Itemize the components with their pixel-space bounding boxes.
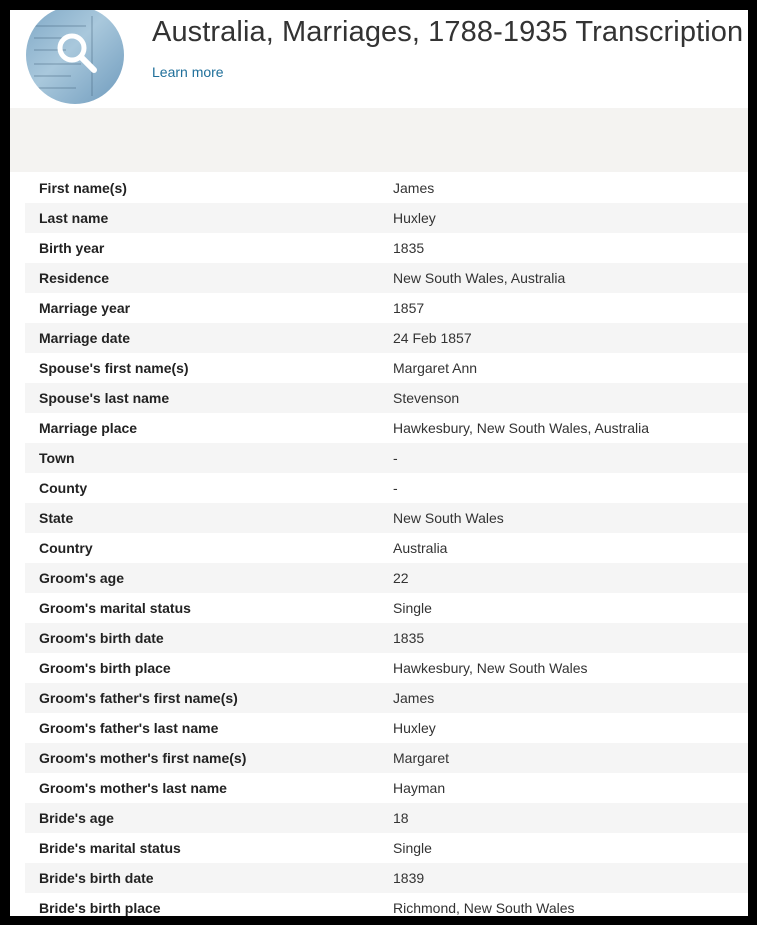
table-row: [25, 623, 748, 653]
field-value: James: [393, 690, 435, 706]
table-row: [25, 893, 748, 916]
table-row: [25, 473, 748, 503]
field-value: Single: [393, 600, 432, 616]
field-value: Stevenson: [393, 390, 460, 406]
field-value: Single: [393, 840, 432, 856]
field-value: 18: [393, 810, 409, 826]
field-value: Richmond, New South Wales: [393, 900, 575, 916]
field-value: Huxley: [393, 720, 436, 736]
page-title: Australia, Marriages, 1788-1935 Transcription: [152, 16, 744, 48]
field-value: Australia: [393, 540, 448, 556]
table-row: [25, 683, 748, 713]
field-label: Groom's mother's last name: [39, 780, 227, 796]
table-row: [25, 773, 748, 803]
table-row: [25, 443, 748, 473]
field-value: -: [393, 480, 398, 496]
field-label: Bride's birth date: [39, 870, 154, 886]
table-row: [25, 203, 748, 233]
field-label: Groom's age: [39, 570, 125, 586]
field-value: Huxley: [393, 210, 436, 226]
field-label: Groom's father's first name(s): [39, 690, 238, 706]
table-row: [25, 173, 748, 203]
magnifier-icon: [26, 10, 124, 104]
table-row: [25, 263, 748, 293]
field-value: James: [393, 180, 435, 196]
field-value: 1835: [393, 630, 425, 646]
table-row: [25, 653, 748, 683]
field-label: Groom's mother's first name(s): [39, 750, 247, 766]
field-label: Residence: [39, 270, 110, 286]
field-label: Groom's marital status: [39, 600, 191, 616]
field-value: -: [393, 450, 398, 466]
table-row: [25, 383, 748, 413]
field-value: 24 Feb 1857: [393, 330, 472, 346]
field-value: 1839: [393, 870, 425, 886]
field-value: Margaret Ann: [393, 360, 478, 376]
field-label: Marriage year: [39, 300, 131, 316]
field-label: Marriage place: [39, 420, 138, 436]
field-label: Groom's birth date: [39, 630, 164, 646]
table-row: [25, 743, 748, 773]
table-row: [25, 293, 748, 323]
table-row: [25, 563, 748, 593]
field-label: County: [39, 480, 88, 496]
table-row: [25, 863, 748, 893]
toolbar-band: [10, 108, 748, 172]
field-value: Hawkesbury, New South Wales: [393, 660, 588, 676]
field-label: Spouse's first name(s): [39, 360, 189, 376]
record-panel: [10, 10, 748, 916]
field-value: 22: [393, 570, 409, 586]
transcription-table: [25, 173, 748, 916]
field-value: 1835: [393, 240, 425, 256]
field-value: 1857: [393, 300, 425, 316]
field-value: Hayman: [393, 780, 446, 796]
field-label: Birth year: [39, 240, 105, 256]
table-row: [25, 233, 748, 263]
table-row: [25, 533, 748, 563]
field-value: New South Wales, Australia: [393, 270, 566, 286]
field-label: Groom's father's last name: [39, 720, 219, 736]
field-label: State: [39, 510, 74, 526]
field-label: Bride's marital status: [39, 840, 181, 856]
table-row: [25, 503, 748, 533]
field-value: Hawkesbury, New South Wales, Australia: [393, 420, 649, 436]
table-row: [25, 323, 748, 353]
table-row: [25, 413, 748, 443]
collection-thumbnail[interactable]: [26, 10, 124, 104]
table-row: [25, 593, 748, 623]
table-row: [25, 713, 748, 743]
record-header: [10, 10, 748, 108]
field-value: New South Wales: [393, 510, 504, 526]
learn-more-link[interactable]: Learn more: [152, 64, 224, 80]
table-row: [25, 353, 748, 383]
field-value: Margaret: [393, 750, 450, 766]
field-label: Groom's birth place: [39, 660, 171, 676]
field-label: Bride's birth place: [39, 900, 161, 916]
field-label: Town: [39, 450, 75, 466]
field-label: Country: [39, 540, 93, 556]
field-label: Bride's age: [39, 810, 114, 826]
table-row: [25, 833, 748, 863]
field-label: Spouse's last name: [39, 390, 170, 406]
field-label: First name(s): [39, 180, 127, 196]
field-label: Marriage date: [39, 330, 131, 346]
field-label: Last name: [39, 210, 109, 226]
table-row: [25, 803, 748, 833]
